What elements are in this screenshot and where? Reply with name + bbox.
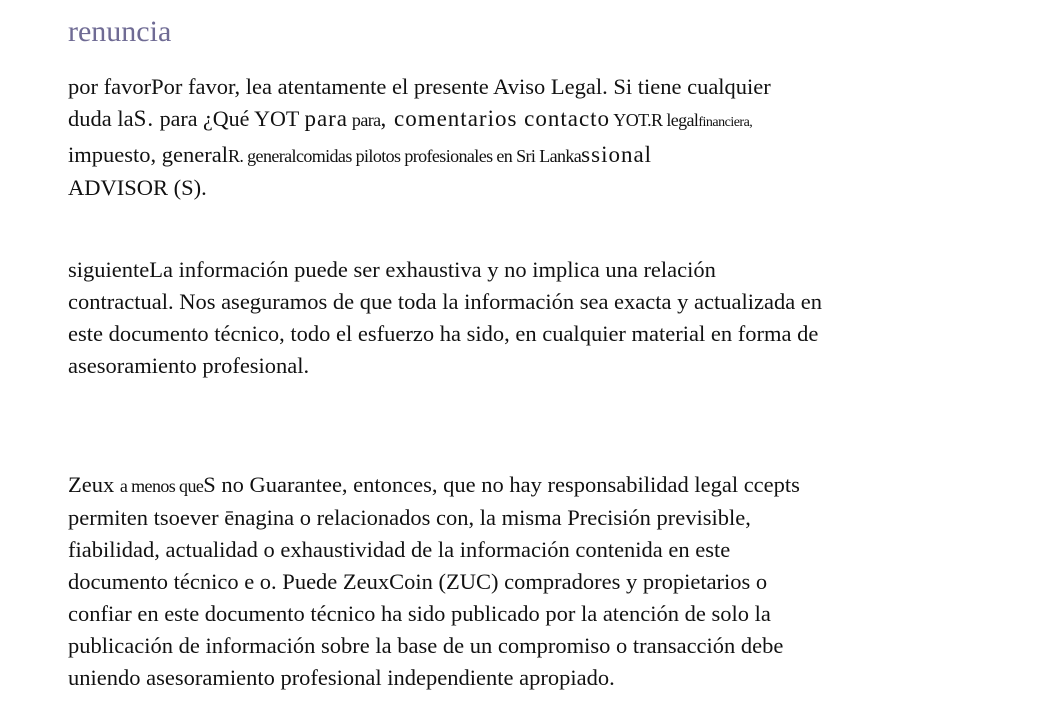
line-2-segment-b: S. (133, 106, 155, 131)
paragraph-3-line-6: publicación de información sobre la base de un compromiso o transacción debe (68, 633, 784, 658)
paragraph-2-line-1: siguienteLa información puede ser exhaustiva y no implica una relación (68, 257, 716, 282)
line-3-segment-c: comidas pilotos profesionales en Sri Lanka (295, 146, 582, 166)
paragraph-1-line-2 (68, 103, 771, 139)
p3-line-1-segment-a: Zeux (68, 472, 120, 497)
paragraph-2-line-3: este documento técnico, todo el esfuerzo ha sido, en cualquier material en forma de (68, 321, 819, 346)
paragraph-1-line-4: ADVISOR (S). (68, 175, 207, 200)
p3-line-1-segment-b: a menos que (119, 476, 204, 496)
line-2-segment-g: YOT.R legal (610, 110, 699, 130)
line-2-segment-h: financiera, (698, 115, 753, 130)
line-2-segment-d: para (304, 106, 349, 131)
paragraph-3-line-7: uniendo asesoramiento profesional independiente apropiado. (68, 665, 615, 690)
paragraph-1-line-1: por favorPor favor, lea atentamente el presente Aviso Legal. Si tiene cualquier (68, 74, 771, 99)
paragraph-3-line-2: permiten tsoever ēnagina o relacionados con, la misma Precisión previsible, (68, 505, 751, 530)
paragraph-3-line-1 (68, 469, 800, 502)
p3-line-1-segment-c: S no Guarantee, entonces, que no hay responsabilidad legal ccepts (203, 472, 800, 497)
paragraph-1 (68, 71, 771, 204)
paragraph-3-line-3: fiabilidad, actualidad o exhaustividad de la información contenida en este (68, 537, 731, 562)
section-heading: renuncia (68, 15, 172, 48)
line-2-segment-f: , comentarios contacto (380, 106, 611, 131)
paragraph-2 (68, 254, 822, 382)
line-2-segment-c: para ¿Qué YOT (154, 106, 305, 131)
paragraph-3 (68, 469, 800, 694)
line-2-segment-e: para (348, 110, 381, 130)
paragraph-3-line-4: documento técnico e o. Puede ZeuxCoin (ZUC) compradores y propietarios o (68, 569, 768, 594)
line-3-segment-d: ssional (581, 142, 653, 167)
paragraph-3-line-5: confiar en este documento técnico ha sido publicado por la atención de solo la (68, 601, 771, 626)
line-2-segment-a: duda la (68, 106, 134, 131)
paragraph-2-line-2: contractual. Nos aseguramos de que toda la información sea exacta y actualizada en (68, 289, 823, 314)
line-3-segment-a: impuesto, general (68, 142, 228, 167)
line-3-segment-b: R. general (227, 146, 296, 166)
paragraph-1-line-3 (68, 139, 771, 172)
paragraph-2-line-4: asesoramiento profesional. (68, 353, 310, 378)
